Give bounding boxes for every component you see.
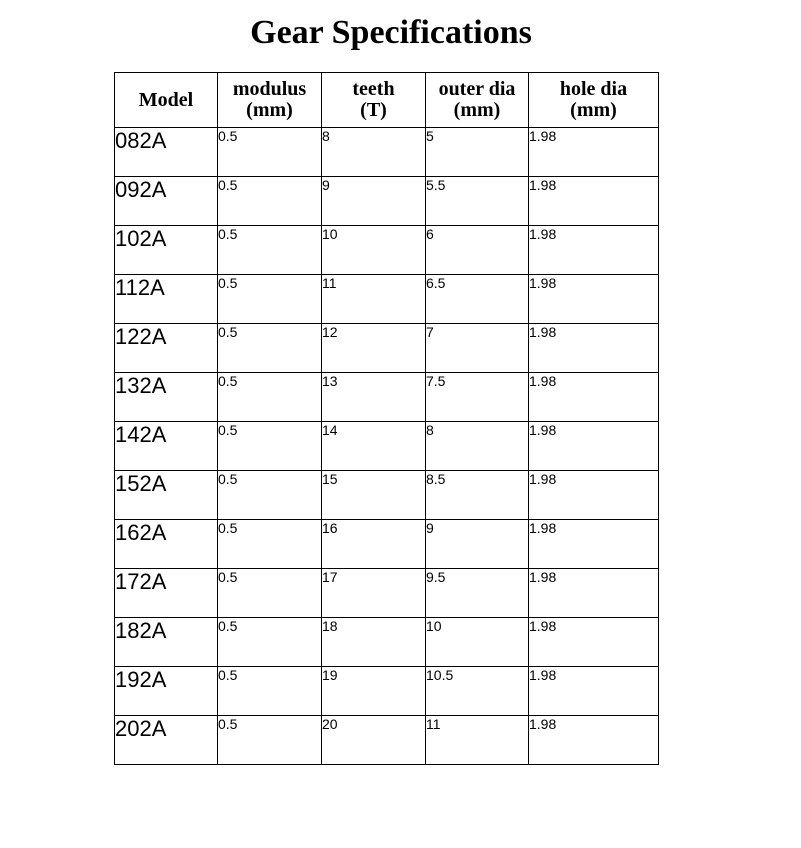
header-unit: (mm) <box>453 99 501 121</box>
table-row <box>115 520 659 569</box>
header-unit: (mm) <box>246 99 293 121</box>
cell-modulus: 0.5 <box>218 667 322 716</box>
header-model <box>115 73 218 128</box>
cell-hole-dia: 1.98 <box>529 667 659 716</box>
header-label: outer dia <box>438 78 516 100</box>
cell-teeth: 20 <box>322 716 426 765</box>
cell-outer-dia: 9.5 <box>426 569 529 618</box>
cell-modulus: 0.5 <box>218 226 322 275</box>
cell-modulus: 0.5 <box>218 520 322 569</box>
header-label: Model <box>138 88 194 111</box>
header-row <box>115 73 659 128</box>
cell-hole-dia: 1.98 <box>529 569 659 618</box>
cell-outer-dia: 5 <box>426 128 529 177</box>
cell-hole-dia: 1.98 <box>529 618 659 667</box>
cell-model: 102A <box>115 226 218 275</box>
cell-hole-dia: 1.98 <box>529 471 659 520</box>
cell-model: 092A <box>115 177 218 226</box>
cell-model: 172A <box>115 569 218 618</box>
header-teeth <box>322 73 426 128</box>
cell-hole-dia: 1.98 <box>529 520 659 569</box>
cell-hole-dia: 1.98 <box>529 373 659 422</box>
cell-modulus: 0.5 <box>218 275 322 324</box>
cell-modulus: 0.5 <box>218 128 322 177</box>
cell-modulus: 0.5 <box>218 324 322 373</box>
cell-outer-dia: 8.5 <box>426 471 529 520</box>
cell-modulus: 0.5 <box>218 716 322 765</box>
cell-hole-dia: 1.98 <box>529 422 659 471</box>
table-row <box>115 569 659 618</box>
cell-teeth: 13 <box>322 373 426 422</box>
cell-hole-dia: 1.98 <box>529 324 659 373</box>
table-row <box>115 422 659 471</box>
cell-outer-dia: 11 <box>426 716 529 765</box>
cell-outer-dia: 6 <box>426 226 529 275</box>
cell-modulus: 0.5 <box>218 422 322 471</box>
table-row <box>115 324 659 373</box>
cell-model: 162A <box>115 520 218 569</box>
cell-teeth: 17 <box>322 569 426 618</box>
cell-outer-dia: 9 <box>426 520 529 569</box>
cell-modulus: 0.5 <box>218 471 322 520</box>
table-row <box>115 275 659 324</box>
gear-spec-table <box>114 72 659 765</box>
cell-model: 142A <box>115 422 218 471</box>
cell-outer-dia: 7 <box>426 324 529 373</box>
table-row <box>115 471 659 520</box>
table-row <box>115 373 659 422</box>
table-row <box>115 667 659 716</box>
header-hole-dia <box>529 73 659 128</box>
cell-model: 192A <box>115 667 218 716</box>
cell-model: 202A <box>115 716 218 765</box>
header-label: modulus <box>232 78 307 100</box>
cell-hole-dia: 1.98 <box>529 275 659 324</box>
cell-teeth: 18 <box>322 618 426 667</box>
header-outer-dia <box>426 73 529 128</box>
header-unit: (T) <box>360 99 387 121</box>
cell-hole-dia: 1.98 <box>529 716 659 765</box>
cell-outer-dia: 5.5 <box>426 177 529 226</box>
cell-teeth: 14 <box>322 422 426 471</box>
header-label: hole dia <box>559 78 628 100</box>
cell-teeth: 10 <box>322 226 426 275</box>
cell-modulus: 0.5 <box>218 569 322 618</box>
cell-outer-dia: 7.5 <box>426 373 529 422</box>
table-row <box>115 618 659 667</box>
cell-teeth: 15 <box>322 471 426 520</box>
cell-teeth: 9 <box>322 177 426 226</box>
cell-teeth: 8 <box>322 128 426 177</box>
cell-model: 112A <box>115 275 218 324</box>
page-title: Gear Specifications <box>250 14 532 51</box>
cell-hole-dia: 1.98 <box>529 128 659 177</box>
cell-teeth: 12 <box>322 324 426 373</box>
cell-teeth: 11 <box>322 275 426 324</box>
table-row <box>115 177 659 226</box>
cell-model: 122A <box>115 324 218 373</box>
cell-modulus: 0.5 <box>218 618 322 667</box>
header-unit: (mm) <box>570 99 617 121</box>
header-label: teeth <box>352 78 395 100</box>
cell-model: 082A <box>115 128 218 177</box>
cell-model: 182A <box>115 618 218 667</box>
header-modulus <box>218 73 322 128</box>
table-row <box>115 226 659 275</box>
cell-teeth: 19 <box>322 667 426 716</box>
cell-teeth: 16 <box>322 520 426 569</box>
cell-model: 152A <box>115 471 218 520</box>
cell-model: 132A <box>115 373 218 422</box>
cell-outer-dia: 10 <box>426 618 529 667</box>
cell-outer-dia: 10.5 <box>426 667 529 716</box>
cell-outer-dia: 6.5 <box>426 275 529 324</box>
table-row <box>115 128 659 177</box>
cell-outer-dia: 8 <box>426 422 529 471</box>
cell-modulus: 0.5 <box>218 177 322 226</box>
cell-hole-dia: 1.98 <box>529 226 659 275</box>
table-row <box>115 716 659 765</box>
cell-modulus: 0.5 <box>218 373 322 422</box>
cell-hole-dia: 1.98 <box>529 177 659 226</box>
